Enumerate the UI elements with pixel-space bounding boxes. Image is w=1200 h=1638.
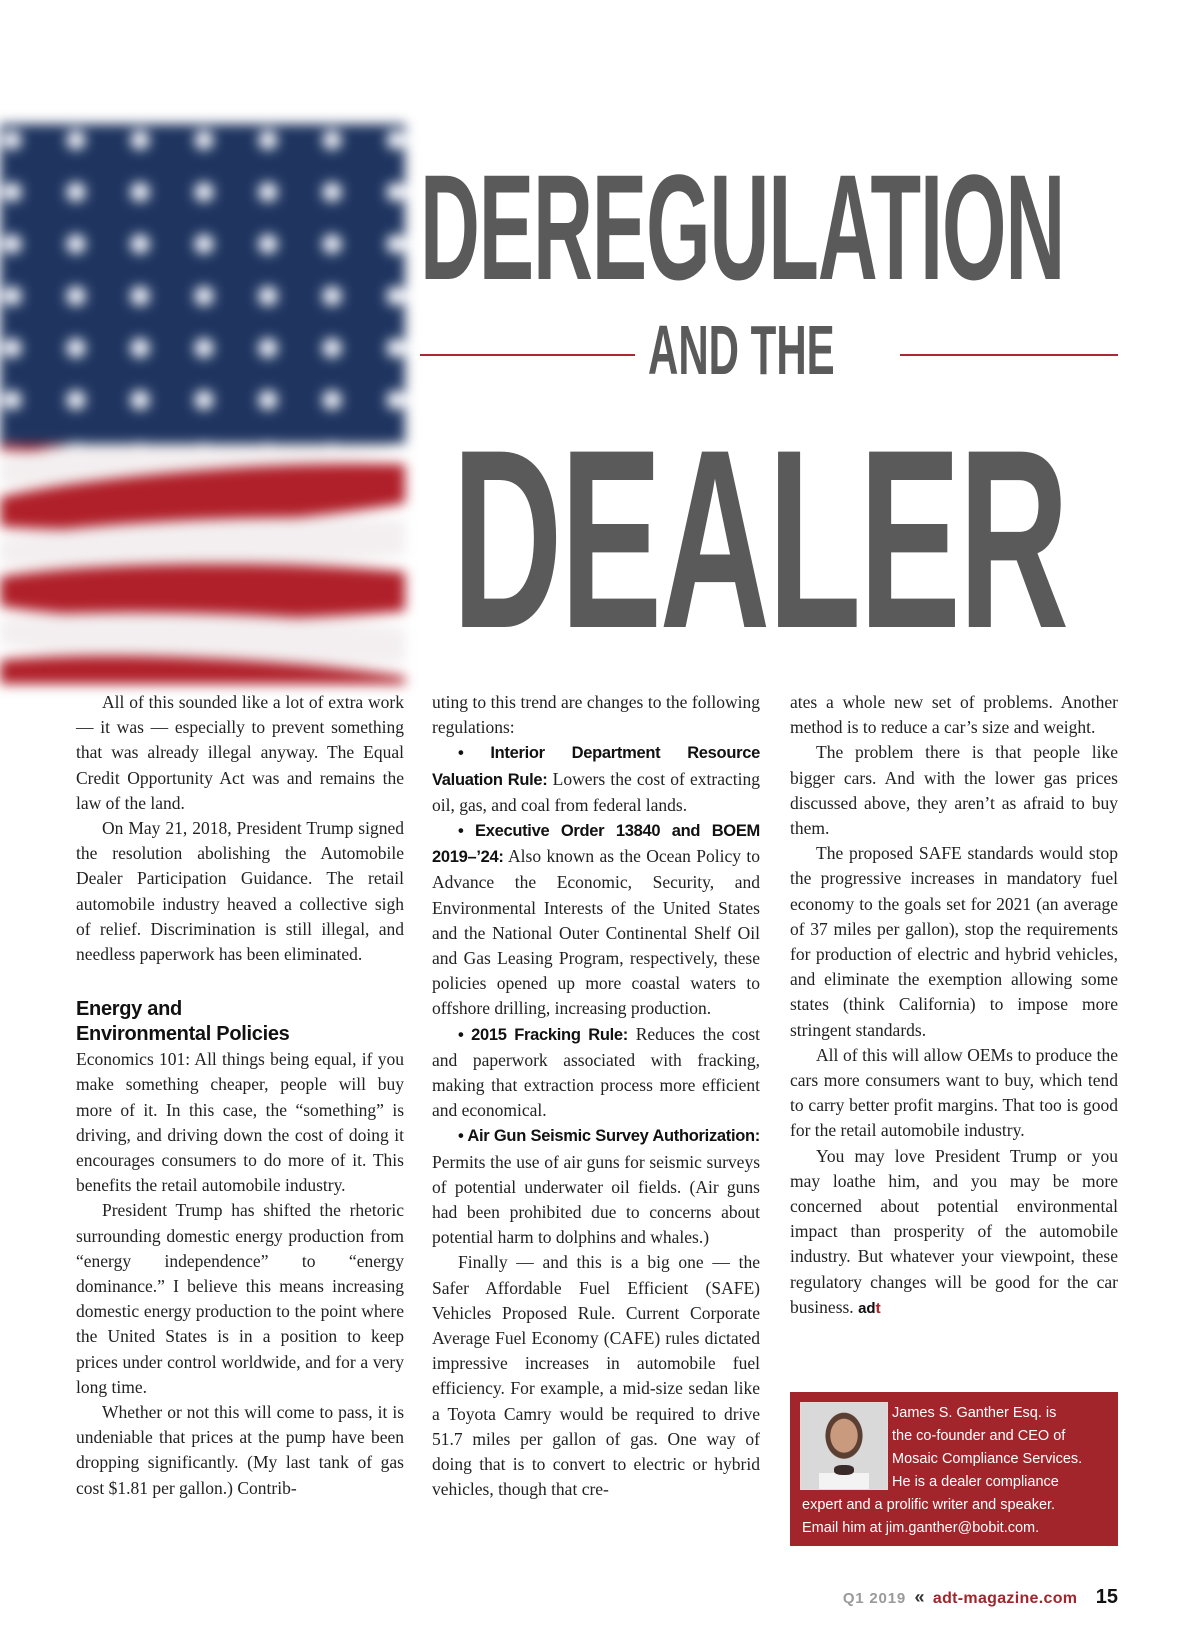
bullet-text: Also known as the Ocean Policy to Advance the Economic, Security, and Environmental Interests of the United States and the National Outer Continental Shelf Oil and Gas Leasing Program, respectively, these policies opened up more coastal waters to offshore drilling, increasing production. [432,846,760,1019]
paragraph: President Trump has shifted the rhetoric surrounding domestic energy production from “energy independence” to “energy dominance.” I believe this means increasing domestic energy production to the point where the United States is in a position to keep prices under control worldwide, and for a very long time. [76,1200,404,1397]
paragraph: ates a whole new set of problems. Another method is to reduce a car’s size and weight. [790,692,1118,738]
bullet-text: Reduces the cost and paperwork associated with fracking, making that extraction process more efficient and economical. [432,1023,760,1121]
bullet-item [432,1123,760,1250]
bio-line: the co-founder and CEO of [892,1428,1066,1444]
bullet-item [432,1022,760,1124]
bio-line: He is a dealer compliance [892,1474,1059,1490]
bio-line: James S. Ganther Esq. is [892,1405,1057,1421]
end-mark-logo [858,1300,881,1317]
article-column-3 [790,690,1118,1321]
footer-site-link[interactable]: adt-magazine.com [932,1590,1078,1607]
section-heading-line-2: Environmental Policies [76,1023,290,1046]
bullet-heading: • Air Gun Seismic Survey Authorization: [458,1127,760,1146]
end-mark-logo-a: ad [858,1299,876,1317]
footer-separator: « [914,1587,925,1607]
bullet-heading: • Interior Department Resource Valuation Rule: [432,744,760,789]
paragraph: Whether or not this will come to pass, it is undeniable that prices at the pump have been dropping significantly. (My last tank of gas cost $1.81 per gallon.) Contrib- [76,1402,404,1498]
paragraph: The proposed SAFE standards would stop the progressive increases in mandatory fuel economy to the goals set for 2021 (an average of 37 miles per gallon), stop the requirements for production of electric and hybrid vehicles, and eliminate the exemption allowing some states (think California) to impose more stringent standards. [790,843,1118,1040]
footer-issue: Q1 2019 [842,1590,906,1607]
bio-line: Email him at jim.ganther@bobit.com. [802,1520,1040,1536]
bullet-heading: • 2015 Fracking Rule: [458,1025,628,1044]
american-flag-image [0,124,405,684]
paragraph [790,1144,1118,1321]
bio-line: Mosaic Compliance Services. [892,1451,1083,1467]
bullet-text: Permits the use of air guns for seismic surveys of potential underwater oil fields. (Air guns had been prohibited due to concerns about potential harm to dolphins and whales.) [432,1151,760,1248]
paragraph: The problem there is that people like bigger cars. And with the lower gas prices discussed above, they aren’t as afraid to buy them. [790,742,1118,839]
headline-rule-left [420,354,635,356]
bio-line: expert and a prolific writer and speaker. [802,1497,1056,1513]
paragraph-text: You may love President Trump or you may loathe him, and you may be more concerned about potential environmental impact than prosperity of the automobile industry. But whatever your viewpoint, these regulatory changes will be good for the car business. [790,1145,1118,1317]
paragraph: All of this will allow OEMs to produce the cars more consumers want to buy, which tend to carry better profit margins. That too is good for the retail automobile industry. [790,1044,1118,1141]
headline-line-3: DEALER [452,397,1067,682]
author-bio-text [802,1402,1108,1540]
paragraph: On May 21, 2018, President Trump signed the resolution abolishing the Automobile Dealer Participation Guidance. The retail automobile industry heaved a collective sigh of relief. Discrimination is still illegal, and needless paperwork has been eliminated. [76,818,404,965]
page-footer [843,1586,1118,1609]
page-number: 15 [1095,1586,1118,1608]
headline-line-1: DEREGULATION [420,143,1065,311]
bullet-text: Lowers the cost of extracting oil, gas, and coal from federal lands. [432,768,760,815]
paragraph: Finally — and this is a big one — the Safer Affordable Fuel Efficient (SAFE) Vehicles Proposed Rule. Current Corporate Average Fuel Economy (CAFE) rules dictated impressive increases in automobile fuel efficiency. For example, a mid-size sedan like a Toyota Camry would be required to drive 51.7 miles per gallon of gas. One way of doing that is to convert to electric or hybrid vehicles, though that cre- [432,1252,760,1500]
paragraph: Economics 101: All things being equal, if you make something cheaper, people will buy more of it. In this case, the “something” is driving, and driving down the cost of doing it encourages consumers to do more of it. This benefits the retail automobile industry. [76,1049,404,1196]
section-heading-line-1: Energy and [76,998,182,1021]
end-mark-logo-b: t [875,1299,881,1317]
section-heading [76,997,404,1047]
author-bio-box [790,1392,1118,1546]
headline-rule-right [900,354,1118,356]
paragraph: uting to this trend are changes to the following regulations: [432,692,760,738]
article-column-2 [432,690,760,1503]
bullet-item [432,818,760,1022]
headline-line-2: AND THE [648,311,835,389]
article-column-1 [76,690,404,1501]
bullet-heading: • Executive Order 13840 and BOEM 2019–’24: [432,822,760,867]
bullet-item [432,740,760,818]
paragraph: All of this sounded like a lot of extra work — it was — especially to prevent something that was already illegal anyway. The Equal Credit Opportunity Act was and remains the law of the land. [76,692,404,813]
